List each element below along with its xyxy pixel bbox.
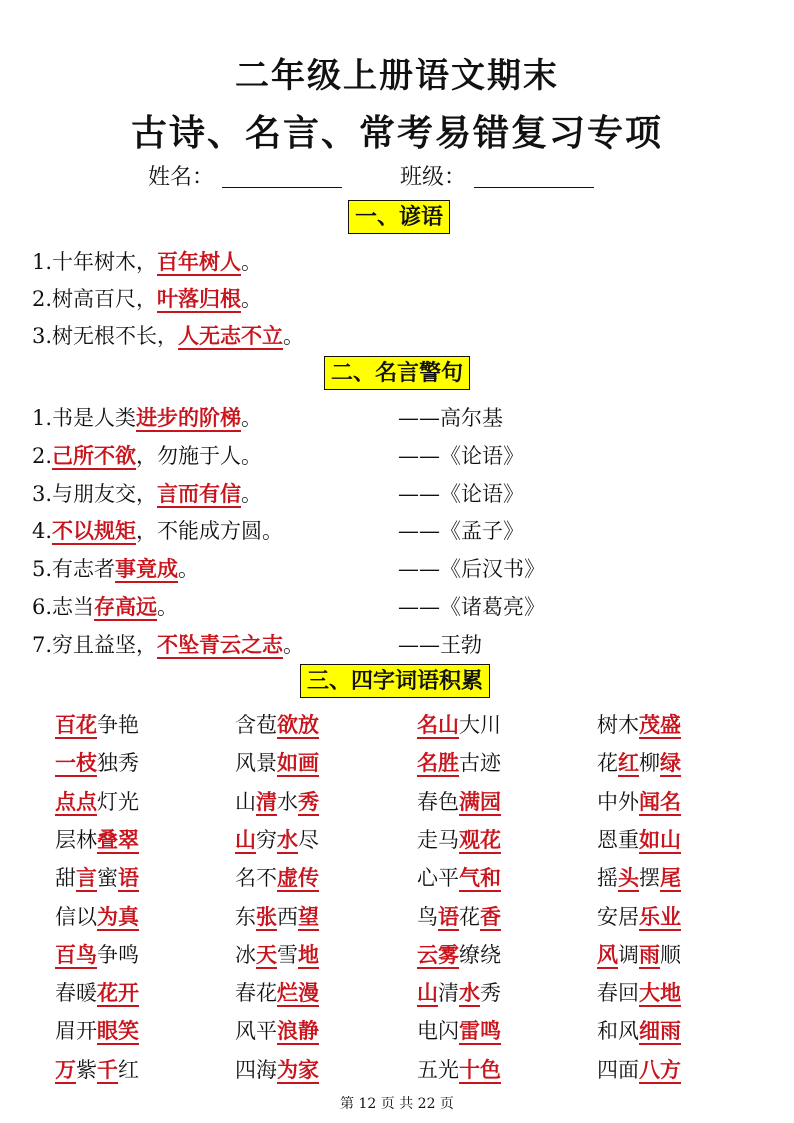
idiom-text: 争鸣 bbox=[97, 942, 139, 967]
idiom-text: 大川 bbox=[459, 713, 501, 737]
idiom-text: 缭绕 bbox=[459, 942, 501, 967]
quote-text: 。 bbox=[283, 632, 305, 657]
idiom-answer: 语 bbox=[438, 903, 459, 929]
quote-source: ——《孟子》 bbox=[398, 519, 524, 544]
idiom-item bbox=[417, 941, 501, 969]
idiom-text: 东 bbox=[235, 904, 256, 929]
idiom-answer: 点点 bbox=[55, 788, 97, 814]
idiom-text: 雪 bbox=[277, 942, 298, 967]
idiom-answer: 千 bbox=[97, 1056, 118, 1082]
quote-answer: 言而有信 bbox=[157, 480, 242, 506]
page-subtitle: 古诗、名言、常考易错复习专项 bbox=[130, 112, 663, 154]
idiom-answer: 虚传 bbox=[277, 865, 319, 891]
idiom-answer: 名山 bbox=[417, 712, 459, 737]
idiom-text: 花 bbox=[597, 751, 618, 776]
idiom-text: 中外 bbox=[597, 789, 639, 814]
idiom-text: 电闪 bbox=[417, 1019, 459, 1044]
idiom-answer: 言 bbox=[76, 865, 97, 891]
quote-text: 6.志当 bbox=[32, 595, 95, 619]
idiom-item bbox=[55, 749, 139, 777]
idiom-answer: 风 bbox=[597, 941, 618, 967]
idiom-text: 柳 bbox=[639, 751, 660, 776]
idiom-answer: 红 bbox=[618, 750, 639, 776]
proverb-text: 。 bbox=[241, 250, 263, 274]
quote-source: ——《论语》 bbox=[398, 481, 524, 506]
idiom-text: 蜜 bbox=[97, 866, 118, 891]
idiom-text: 春回 bbox=[597, 981, 639, 1006]
idiom-answer: 观花 bbox=[459, 826, 501, 852]
idiom-answer: 雨 bbox=[639, 941, 660, 967]
idiom-item bbox=[417, 1017, 501, 1045]
quote-answer: 存高远 bbox=[94, 594, 158, 619]
idiom-answer: 乐业 bbox=[639, 903, 681, 929]
idiom-item bbox=[55, 903, 139, 931]
idiom-item bbox=[417, 903, 501, 931]
idiom-text: 冰 bbox=[235, 942, 256, 967]
quote-text: 7.穷且益坚， bbox=[32, 632, 158, 657]
idiom-item bbox=[235, 711, 319, 739]
idiom-item bbox=[55, 864, 139, 892]
idiom-item bbox=[235, 788, 319, 816]
idiom-item bbox=[597, 979, 681, 1007]
idiom-item bbox=[597, 711, 681, 739]
idiom-text: 花 bbox=[459, 904, 480, 929]
idiom-text: 春色 bbox=[417, 789, 459, 814]
idiom-text: 古迹 bbox=[459, 751, 501, 776]
proverb-text: 1.十年树木， bbox=[32, 250, 158, 274]
quote-text: 3.与朋友交， bbox=[32, 481, 158, 506]
idiom-answer: 一枝 bbox=[55, 750, 97, 776]
idiom-text: 心平 bbox=[417, 866, 459, 891]
idiom-answer: 张 bbox=[256, 903, 277, 929]
idiom-item bbox=[597, 826, 681, 854]
proverb-line bbox=[32, 322, 304, 350]
idiom-item bbox=[417, 1056, 501, 1084]
idiom-answer: 水 bbox=[459, 980, 480, 1006]
idiom-answer: 地 bbox=[298, 941, 319, 967]
idiom-answer: 头 bbox=[618, 865, 639, 891]
idiom-text: 和风 bbox=[597, 1019, 639, 1044]
idiom-item bbox=[597, 903, 681, 931]
idiom-item bbox=[55, 1056, 139, 1084]
idiom-answer: 香 bbox=[480, 903, 501, 929]
quote-line bbox=[32, 631, 304, 659]
idiom-item bbox=[597, 1056, 681, 1084]
idiom-answer: 浪静 bbox=[277, 1018, 319, 1044]
idiom-item bbox=[235, 1017, 319, 1045]
idiom-item bbox=[597, 1017, 681, 1045]
idiom-text: 五光 bbox=[417, 1057, 459, 1082]
quote-line bbox=[32, 517, 283, 545]
idiom-answer: 望 bbox=[298, 903, 319, 929]
proverb-answer: 人无志不立 bbox=[178, 323, 284, 348]
proverb-answer: 百年树人 bbox=[157, 249, 242, 274]
idiom-answer: 叠翠 bbox=[97, 826, 139, 852]
quote-text: 5.有志者 bbox=[32, 557, 116, 582]
idiom-text: 恩重 bbox=[597, 827, 639, 852]
idiom-text: 争艳 bbox=[97, 713, 139, 737]
idiom-item bbox=[235, 864, 319, 892]
quote-source: ——王勃 bbox=[398, 632, 482, 657]
idiom-item bbox=[55, 1017, 139, 1045]
proverb-text: 。 bbox=[283, 324, 305, 348]
idiom-answer: 山 bbox=[235, 826, 256, 852]
idiom-item bbox=[235, 749, 319, 777]
idiom-text: 摇 bbox=[597, 866, 618, 891]
quote-text: 4. bbox=[32, 519, 53, 544]
idiom-answer: 天 bbox=[256, 941, 277, 967]
idiom-item bbox=[55, 711, 139, 739]
idiom-text: 风景 bbox=[235, 751, 277, 776]
quote-text: 。 bbox=[157, 595, 179, 619]
idiom-item bbox=[597, 788, 681, 816]
idiom-answer: 气和 bbox=[459, 865, 501, 891]
idiom-text: 春暖 bbox=[55, 981, 97, 1006]
quote-line bbox=[32, 404, 262, 432]
section-quotes-heading: 二、名言警句 bbox=[324, 356, 470, 390]
idiom-text: 安居 bbox=[597, 904, 639, 929]
idiom-text: 山 bbox=[235, 789, 256, 814]
idiom-item bbox=[235, 903, 319, 931]
idiom-answer: 满园 bbox=[459, 788, 501, 814]
idiom-item bbox=[55, 941, 139, 969]
idiom-answer: 为家 bbox=[277, 1056, 319, 1082]
idiom-answer: 大地 bbox=[639, 980, 681, 1006]
idiom-answer: 如画 bbox=[277, 750, 319, 776]
quote-text: 2. bbox=[32, 443, 53, 468]
idiom-text: 独秀 bbox=[97, 751, 139, 776]
idiom-answer: 名胜 bbox=[417, 750, 459, 776]
idiom-answer: 十色 bbox=[459, 1056, 501, 1082]
idiom-item bbox=[55, 788, 139, 816]
idiom-item bbox=[55, 979, 139, 1007]
class-blank[interactable] bbox=[474, 187, 594, 188]
idiom-item bbox=[597, 864, 681, 892]
idiom-item bbox=[235, 826, 319, 854]
idiom-item bbox=[597, 749, 681, 777]
quote-line bbox=[32, 480, 262, 508]
quote-text: 。 bbox=[241, 406, 263, 430]
idiom-answer: 闻名 bbox=[639, 788, 681, 814]
idiom-item bbox=[235, 1056, 319, 1084]
idiom-answer: 百鸟 bbox=[55, 941, 97, 967]
idiom-answer: 茂盛 bbox=[639, 712, 681, 737]
proverb-line bbox=[32, 248, 262, 276]
idiom-answer: 语 bbox=[118, 865, 139, 891]
page-footer: 第 12 页 共 22 页 bbox=[340, 1096, 454, 1112]
idiom-item bbox=[235, 979, 319, 1007]
section-idioms-heading: 三、四字词语积累 bbox=[300, 664, 490, 698]
idiom-answer: 欲放 bbox=[277, 712, 319, 737]
idiom-text: 眉开 bbox=[55, 1019, 97, 1044]
idiom-answer: 雷鸣 bbox=[459, 1018, 501, 1044]
idiom-answer: 眼笑 bbox=[97, 1018, 139, 1044]
proverb-text: 3.树无根不长， bbox=[32, 324, 179, 348]
idiom-answer: 如山 bbox=[639, 826, 681, 852]
idiom-answer: 水 bbox=[277, 826, 298, 852]
quote-text: 1.书是人类 bbox=[32, 406, 137, 430]
quote-text: ，勿施于人。 bbox=[136, 443, 263, 468]
quote-answer: 不以规矩 bbox=[52, 518, 137, 544]
idiom-text: 鸟 bbox=[417, 904, 438, 929]
idiom-answer: 八方 bbox=[639, 1056, 681, 1082]
quote-text: 。 bbox=[241, 481, 263, 506]
name-label: 姓名： bbox=[148, 165, 215, 190]
quote-line bbox=[32, 442, 262, 470]
quote-source: ——《诸葛亮》 bbox=[398, 595, 545, 619]
quote-source: ——高尔基 bbox=[398, 406, 503, 430]
name-blank[interactable] bbox=[222, 187, 342, 188]
idiom-text: 层林 bbox=[55, 827, 97, 852]
idiom-text: 穷 bbox=[256, 827, 277, 852]
quote-answer: 事竟成 bbox=[115, 556, 179, 582]
proverb-line bbox=[32, 285, 262, 313]
proverb-text: 。 bbox=[241, 287, 263, 311]
quote-text: ，不能成方圆。 bbox=[136, 519, 284, 544]
quote-source: ——《后汉书》 bbox=[398, 557, 545, 582]
idiom-item bbox=[417, 826, 501, 854]
idiom-text: 西 bbox=[277, 904, 298, 929]
idiom-text: 红 bbox=[118, 1057, 139, 1082]
idiom-answer: 百花 bbox=[55, 712, 97, 737]
proverb-text: 2.树高百尺， bbox=[32, 287, 158, 311]
idiom-text: 清 bbox=[438, 981, 459, 1006]
quote-text: 。 bbox=[178, 557, 200, 582]
idiom-answer: 云雾 bbox=[417, 941, 459, 967]
idiom-answer: 为真 bbox=[97, 903, 139, 929]
idiom-answer: 烂漫 bbox=[277, 980, 319, 1006]
page-title: 二年级上册语文期末 bbox=[235, 56, 559, 96]
idiom-item bbox=[55, 826, 139, 854]
idiom-answer: 清 bbox=[256, 788, 277, 814]
quote-answer: 己所不欲 bbox=[52, 442, 137, 468]
idiom-answer: 绿 bbox=[660, 750, 681, 776]
idiom-item bbox=[597, 941, 681, 969]
quote-line bbox=[32, 555, 199, 583]
idiom-item bbox=[235, 941, 319, 969]
quote-answer: 不坠青云之志 bbox=[157, 631, 284, 657]
class-label: 班级： bbox=[400, 165, 467, 190]
idiom-answer: 山 bbox=[417, 980, 438, 1006]
idiom-text: 春花 bbox=[235, 981, 277, 1006]
idiom-text: 顺 bbox=[660, 942, 681, 967]
idiom-text: 甜 bbox=[55, 866, 76, 891]
idiom-text: 名不 bbox=[235, 866, 277, 891]
idiom-answer: 秀 bbox=[298, 788, 319, 814]
idiom-text: 紫 bbox=[76, 1057, 97, 1082]
idiom-text: 尽 bbox=[298, 827, 319, 852]
idiom-text: 秀 bbox=[480, 981, 501, 1006]
quote-source: ——《论语》 bbox=[398, 443, 524, 468]
quote-answer: 进步的阶梯 bbox=[136, 405, 242, 430]
idiom-answer: 尾 bbox=[660, 865, 681, 891]
idiom-answer: 花开 bbox=[97, 980, 139, 1006]
idiom-text: 信以 bbox=[55, 904, 97, 929]
idiom-item bbox=[417, 979, 501, 1007]
idiom-text: 摆 bbox=[639, 866, 660, 891]
idiom-item bbox=[417, 711, 501, 739]
section-proverbs-heading: 一、谚语 bbox=[348, 200, 450, 234]
idiom-text: 四海 bbox=[235, 1057, 277, 1082]
idiom-text: 四面 bbox=[597, 1057, 639, 1082]
idiom-item bbox=[417, 788, 501, 816]
proverb-answer: 叶落归根 bbox=[157, 286, 242, 311]
idiom-text: 水 bbox=[277, 789, 298, 814]
idiom-text: 灯光 bbox=[97, 789, 139, 814]
idiom-answer: 细雨 bbox=[639, 1018, 681, 1044]
idiom-answer: 万 bbox=[55, 1056, 76, 1082]
idiom-item bbox=[417, 864, 501, 892]
idiom-item bbox=[417, 749, 501, 777]
idiom-text: 调 bbox=[618, 942, 639, 967]
idiom-text: 走马 bbox=[417, 827, 459, 852]
idiom-text: 含苞 bbox=[235, 713, 277, 737]
idiom-text: 树木 bbox=[597, 713, 639, 737]
idiom-text: 风平 bbox=[235, 1019, 277, 1044]
quote-line bbox=[32, 593, 178, 621]
